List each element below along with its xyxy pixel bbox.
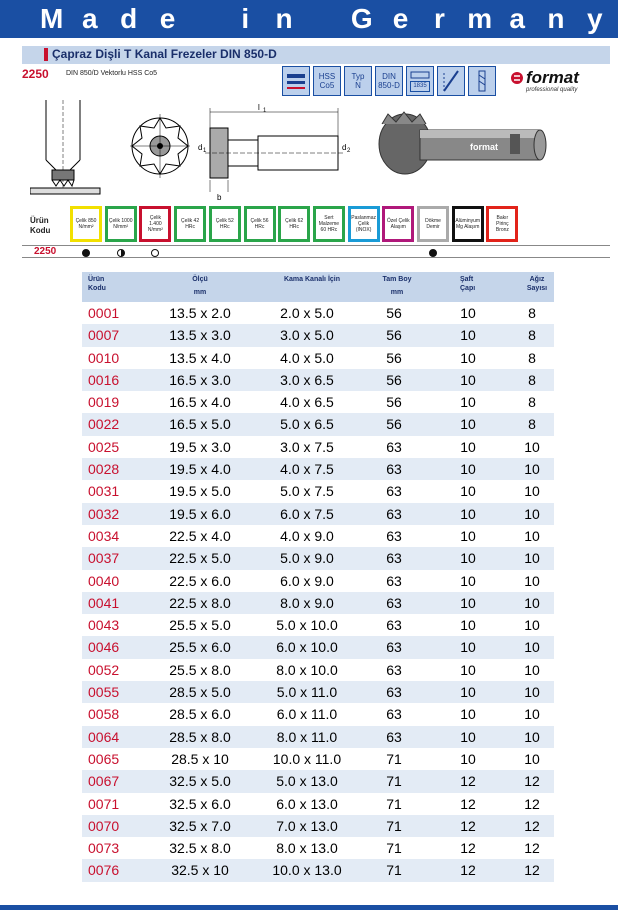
cell-code: 0022 — [88, 416, 120, 433]
cell-shaft: 10 — [460, 327, 476, 344]
cell-length: 63 — [386, 594, 402, 611]
cell-teeth: 8 — [528, 371, 536, 388]
cell-teeth: 12 — [524, 773, 540, 790]
banner-letter: M — [40, 3, 64, 34]
banner-text — [0, 0, 618, 38]
cell-code: 0031 — [88, 483, 120, 500]
th-size: Ölçü mm — [192, 276, 208, 296]
label-b: b — [217, 193, 222, 202]
table-row — [82, 859, 554, 881]
cell-teeth: 8 — [528, 305, 536, 321]
material-box: Çelik 850 N/mm² — [70, 206, 102, 242]
table-row — [82, 614, 554, 636]
cell-teeth: 10 — [524, 639, 540, 656]
banner-letter: e — [392, 3, 409, 34]
logo-icon — [510, 71, 524, 85]
cell-size: 32.5 x 7.0 — [169, 817, 231, 834]
cell-teeth: 10 — [524, 461, 540, 478]
cell-size: 19.5 x 3.0 — [169, 438, 231, 455]
cell-size: 16.5 x 4.0 — [169, 394, 231, 411]
spec-icon-tool — [468, 66, 496, 96]
cell-length: 63 — [386, 684, 402, 701]
cell-teeth: 10 — [524, 505, 540, 522]
table-row — [82, 302, 554, 324]
cell-size: 22.5 x 4.0 — [169, 527, 231, 544]
cell-length: 63 — [386, 438, 402, 455]
table-row — [82, 592, 554, 614]
cell-shaft: 10 — [460, 639, 476, 656]
cell-key: 5.0 x 10.0 — [276, 617, 338, 634]
table-row — [82, 570, 554, 592]
suitability-mark-full — [429, 249, 437, 257]
cell-length: 63 — [386, 661, 402, 678]
cell-code: 0025 — [88, 438, 120, 455]
cell-code: 0046 — [88, 639, 120, 656]
spec-tag-type: Typ N — [344, 66, 372, 96]
cell-shaft: 12 — [460, 795, 476, 812]
banner-letter: n — [275, 3, 293, 34]
material-suitability-row — [22, 245, 610, 258]
banner-letter: a — [509, 3, 525, 34]
suitability-mark-full — [82, 249, 90, 257]
table-row — [82, 726, 554, 748]
material-box: Özel Çelik Alaşım — [382, 206, 414, 242]
table-row — [82, 413, 554, 435]
cell-length: 71 — [386, 862, 402, 879]
table-body — [82, 302, 554, 882]
spec-tag-hss: HSS Co5 — [313, 66, 341, 96]
table-row — [82, 324, 554, 346]
cell-teeth: 10 — [524, 550, 540, 567]
machine-icon — [285, 70, 307, 92]
cell-shaft: 10 — [460, 706, 476, 723]
cell-code: 0071 — [88, 795, 120, 812]
cell-length: 71 — [386, 750, 402, 767]
material-box: Çelik 42 HRc — [174, 206, 206, 242]
suitability-mark-half — [117, 249, 125, 257]
cell-key: 4.0 x 6.5 — [280, 394, 334, 411]
cell-code: 0064 — [88, 728, 120, 745]
cell-size: 19.5 x 6.0 — [169, 505, 231, 522]
cell-code: 0019 — [88, 394, 120, 411]
cell-length: 56 — [386, 371, 402, 388]
cell-teeth: 8 — [528, 349, 536, 366]
tool-icon — [471, 69, 493, 93]
material-box: Paslanmaz Çelik (INOX) — [348, 206, 380, 242]
cell-shaft: 10 — [460, 349, 476, 366]
cell-code: 0032 — [88, 505, 120, 522]
cell-shaft: 10 — [460, 617, 476, 634]
cell-size: 25.5 x 5.0 — [169, 617, 231, 634]
cell-code: 0034 — [88, 527, 120, 544]
cell-shaft: 10 — [460, 416, 476, 433]
table-row — [82, 369, 554, 391]
cell-code: 0058 — [88, 706, 120, 723]
cell-size: 22.5 x 6.0 — [169, 572, 231, 589]
cell-length: 56 — [386, 327, 402, 344]
table-row — [82, 636, 554, 658]
product-table — [82, 272, 554, 882]
cell-size: 28.5 x 6.0 — [169, 706, 231, 723]
cell-size: 22.5 x 5.0 — [169, 550, 231, 567]
cell-teeth: 12 — [524, 817, 540, 834]
cell-shaft: 10 — [460, 394, 476, 411]
cell-length: 63 — [386, 572, 402, 589]
cell-shaft: 12 — [460, 840, 476, 857]
cell-size: 16.5 x 3.0 — [169, 371, 231, 388]
table-row — [82, 347, 554, 369]
cell-teeth: 12 — [524, 840, 540, 857]
table-row — [82, 681, 554, 703]
cell-size: 28.5 x 5.0 — [169, 684, 231, 701]
cell-length: 63 — [386, 728, 402, 745]
cell-key: 6.0 x 13.0 — [276, 795, 338, 812]
material-box: Çelik 62 HRc — [278, 206, 310, 242]
cell-key: 4.0 x 9.0 — [280, 527, 334, 544]
cell-length: 63 — [386, 550, 402, 567]
cell-teeth: 8 — [528, 394, 536, 411]
spec-tags — [282, 66, 496, 96]
cell-key: 3.0 x 7.5 — [280, 438, 334, 455]
cell-key: 4.0 x 7.5 — [280, 461, 334, 478]
material-box: Sert Malzeme 60 HRc — [313, 206, 345, 242]
table-row — [82, 391, 554, 413]
material-box: Alüminyum Mg Alaşım — [452, 206, 484, 242]
cell-shaft: 10 — [460, 305, 476, 321]
cell-size: 32.5 x 6.0 — [169, 795, 231, 812]
th-length: Tam Boy mm — [382, 276, 412, 296]
table-row — [82, 703, 554, 725]
cell-length: 56 — [386, 349, 402, 366]
cell-shaft: 10 — [460, 750, 476, 767]
tool-brand-label: format — [470, 142, 499, 152]
table-row — [82, 525, 554, 547]
table-row — [82, 547, 554, 569]
cell-length: 71 — [386, 795, 402, 812]
cell-code: 0041 — [88, 594, 120, 611]
cell-teeth: 10 — [524, 572, 540, 589]
material-header: Ürün Kodu — [30, 216, 51, 235]
spec-icon-1 — [282, 66, 310, 96]
table-row — [82, 748, 554, 770]
label-d2: d — [342, 143, 347, 152]
cell-size: 32.5 x 8.0 — [169, 840, 231, 857]
cell-shaft: 10 — [460, 594, 476, 611]
cell-length: 63 — [386, 639, 402, 656]
cell-teeth: 10 — [524, 483, 540, 500]
angle-icon — [440, 69, 462, 93]
material-box: Çelik 56 HRc — [244, 206, 276, 242]
spec-tag-din: DIN 850-D — [375, 66, 403, 96]
cell-key: 6.0 x 9.0 — [280, 572, 334, 589]
table-row — [82, 837, 554, 859]
cell-shaft: 10 — [460, 550, 476, 567]
label-d1-sub: 1 — [203, 148, 207, 154]
cell-code: 0007 — [88, 327, 120, 344]
cell-length: 63 — [386, 461, 402, 478]
cell-shaft: 10 — [460, 461, 476, 478]
cell-key: 4.0 x 5.0 — [280, 349, 334, 366]
th-teeth: Ağız Sayısı — [526, 276, 548, 292]
cell-size: 32.5 x 5.0 — [169, 773, 231, 790]
spec-tag-shank: 1835 — [406, 66, 434, 96]
cell-key: 5.0 x 6.5 — [280, 416, 334, 433]
banner-letter: y — [587, 3, 603, 34]
cell-key: 2.0 x 5.0 — [280, 305, 334, 321]
suitability-mark-empty — [151, 249, 159, 257]
cell-shaft: 12 — [460, 817, 476, 834]
cell-length: 71 — [386, 817, 402, 834]
title-marker — [44, 48, 48, 61]
material-box: Çelik 1000 N/mm² — [105, 206, 137, 242]
banner-letter: r — [433, 3, 445, 34]
table-row — [82, 436, 554, 458]
cell-size: 25.5 x 8.0 — [169, 661, 231, 678]
material-row-code: 2250 — [34, 246, 57, 257]
cell-length: 63 — [386, 706, 402, 723]
table-header — [82, 272, 554, 302]
cell-length: 71 — [386, 840, 402, 857]
cell-key: 3.0 x 5.0 — [280, 327, 334, 344]
material-box: Çelik 1.400 N/mm² — [139, 206, 171, 242]
cell-code: 0016 — [88, 371, 120, 388]
bottom-border — [0, 905, 618, 910]
cell-length: 63 — [386, 617, 402, 634]
th-shaft: Şaft Çapı — [460, 276, 476, 292]
banner-letter: m — [467, 3, 493, 34]
cell-length: 63 — [386, 483, 402, 500]
side-view-drawing — [30, 100, 100, 194]
cell-teeth: 8 — [528, 416, 536, 433]
material-box: Çelik 52 HRc — [209, 206, 241, 242]
cell-size: 25.5 x 6.0 — [169, 639, 231, 656]
cell-teeth: 10 — [524, 750, 540, 767]
material-box: Dökme Demir — [417, 206, 449, 242]
cell-shaft: 10 — [460, 438, 476, 455]
label-l1-sub: 1 — [263, 108, 267, 114]
cell-teeth: 12 — [524, 795, 540, 812]
cell-shaft: 10 — [460, 661, 476, 678]
spec-icon-angle — [437, 66, 465, 96]
material-box: Bakır Pirinç Bronz — [486, 206, 518, 242]
cell-code: 0055 — [88, 684, 120, 701]
cell-length: 56 — [386, 305, 402, 321]
cell-size: 32.5 x 10 — [171, 862, 229, 879]
banner-letter: G — [350, 3, 373, 34]
dimension-drawing — [198, 103, 351, 202]
cell-code: 0043 — [88, 617, 120, 634]
cell-shaft: 10 — [460, 572, 476, 589]
technical-drawings — [30, 100, 600, 202]
cell-code: 0065 — [88, 750, 120, 767]
cell-key: 5.0 x 7.5 — [280, 483, 334, 500]
cell-code: 0070 — [88, 817, 120, 834]
cell-teeth: 10 — [524, 527, 540, 544]
cell-key: 6.0 x 10.0 — [276, 639, 338, 656]
cell-length: 71 — [386, 773, 402, 790]
th-key: Kama Kanalı İçin — [283, 276, 341, 283]
page-subtitle: DIN 850/D Vektorlu HSS Co5 — [66, 70, 158, 77]
cell-code: 0052 — [88, 661, 120, 678]
label-d1: d — [198, 143, 203, 152]
cell-key: 8.0 x 9.0 — [280, 594, 334, 611]
table-row — [82, 458, 554, 480]
cell-teeth: 8 — [528, 327, 536, 344]
cell-key: 5.0 x 11.0 — [276, 684, 338, 701]
cell-code: 0010 — [88, 349, 120, 366]
cell-code: 0028 — [88, 461, 120, 478]
cell-shaft: 10 — [460, 483, 476, 500]
cell-code: 0067 — [88, 773, 120, 790]
banner-letter: a — [82, 3, 98, 34]
cell-size: 19.5 x 5.0 — [169, 483, 231, 500]
cell-key: 8.0 x 10.0 — [276, 661, 338, 678]
title-bar — [22, 46, 610, 64]
cell-teeth: 12 — [524, 862, 540, 879]
cell-size: 28.5 x 8.0 — [169, 728, 231, 745]
cell-key: 6.0 x 7.5 — [280, 505, 334, 522]
cell-size: 13.5 x 4.0 — [169, 349, 231, 366]
cell-key: 3.0 x 6.5 — [280, 371, 334, 388]
cell-teeth: 10 — [524, 728, 540, 745]
label-d2-sub: 2 — [347, 148, 351, 154]
cell-teeth: 10 — [524, 594, 540, 611]
page-title: Çapraz Dişli T Kanal Frezeler DIN 850-D — [52, 47, 277, 61]
format-logo: format professional quality — [510, 68, 606, 96]
cell-code: 0073 — [88, 840, 120, 857]
cell-teeth: 10 — [524, 661, 540, 678]
banner-letter: e — [159, 3, 176, 34]
cell-size: 16.5 x 5.0 — [169, 416, 231, 433]
cell-length: 63 — [386, 505, 402, 522]
cell-length: 56 — [386, 416, 402, 433]
cell-key: 5.0 x 13.0 — [276, 773, 338, 790]
cell-code: 0037 — [88, 550, 120, 567]
cell-shaft: 10 — [460, 527, 476, 544]
label-l1: l — [258, 103, 260, 112]
table-row — [82, 793, 554, 815]
cell-teeth: 10 — [524, 706, 540, 723]
cell-shaft: 10 — [460, 371, 476, 388]
table-row — [82, 770, 554, 792]
cell-length: 56 — [386, 394, 402, 411]
banner-letter: i — [241, 3, 250, 34]
cell-size: 28.5 x 10 — [171, 750, 229, 767]
cell-shaft: 12 — [460, 773, 476, 790]
cell-key: 8.0 x 11.0 — [276, 728, 338, 745]
table-row — [82, 503, 554, 525]
table-row — [82, 480, 554, 502]
cell-key: 8.0 x 13.0 — [276, 840, 338, 857]
cell-size: 13.5 x 2.0 — [169, 305, 231, 321]
cell-code: 0001 — [88, 305, 120, 321]
cell-teeth: 10 — [524, 617, 540, 634]
cell-shaft: 10 — [460, 505, 476, 522]
cell-shaft: 12 — [460, 862, 476, 879]
shank-icon — [410, 70, 430, 80]
table-row — [82, 815, 554, 837]
cell-shaft: 10 — [460, 684, 476, 701]
cell-key: 6.0 x 11.0 — [276, 706, 338, 723]
cell-length: 63 — [386, 527, 402, 544]
tool-photo — [379, 112, 546, 174]
cell-key: 10.0 x 11.0 — [272, 750, 342, 767]
banner-letter: n — [547, 3, 565, 34]
front-view-drawing — [130, 114, 190, 178]
cell-size: 13.5 x 3.0 — [169, 327, 231, 344]
product-code: 2250 — [22, 67, 49, 81]
cell-size: 22.5 x 8.0 — [169, 594, 231, 611]
th-code: Ürün Kodu — [88, 276, 106, 292]
cell-teeth: 10 — [524, 684, 540, 701]
cell-key: 7.0 x 13.0 — [276, 817, 338, 834]
cell-key: 5.0 x 9.0 — [280, 550, 334, 567]
cell-shaft: 10 — [460, 728, 476, 745]
cell-code: 0040 — [88, 572, 120, 589]
cell-teeth: 10 — [524, 438, 540, 455]
cell-code: 0076 — [88, 862, 120, 879]
table-row — [82, 659, 554, 681]
cell-size: 19.5 x 4.0 — [169, 461, 231, 478]
cell-key: 10.0 x 13.0 — [272, 862, 342, 879]
banner-letter: d — [120, 3, 138, 34]
